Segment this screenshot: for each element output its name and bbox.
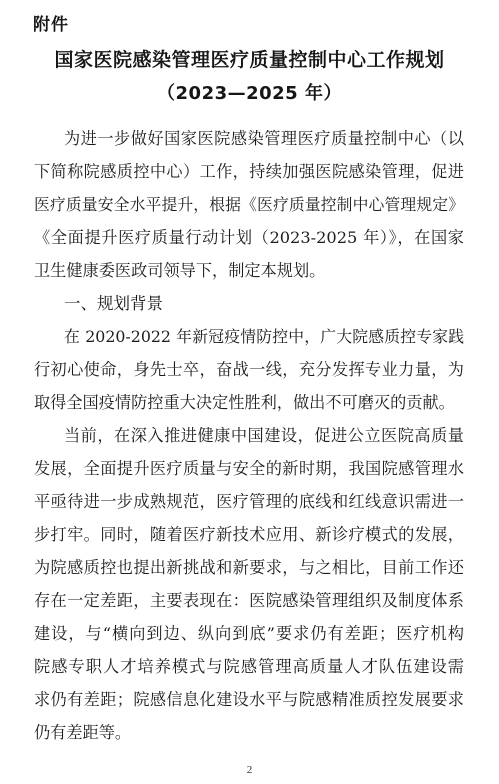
paragraph-line: 下简称院感质控中心）工作，持续加强医院感染管理，促进 (34, 162, 464, 181)
attachment-label: 附件 (33, 15, 69, 35)
paragraph-line: 平亟待进一步成熟规范，医疗管理的底线和红线意识需进一 (34, 492, 464, 511)
paragraph-line: 求仍有差距；院感信息化建设水平与院感精准质控发展要求 (34, 690, 464, 709)
paragraph-line: 建设，与“横向到边、纵向到底”要求仍有差距；医疗机构 (34, 624, 464, 643)
paragraph-line: 仍有差距等。 (34, 723, 132, 742)
section-heading: 一、规划背景 (64, 294, 163, 313)
paragraph-line: 发展，全面提升医疗质量与安全的新时期，我国院感管理水 (34, 459, 464, 478)
paragraph-line: 在 2020-2022 年新冠疫情防控中，广大院感质控专家践 (64, 327, 464, 346)
paragraph-line: 医疗质量安全水平提升，根据《医疗质量控制中心管理规定》 (34, 195, 464, 214)
paragraph-line: 当前，在深入推进健康中国建设，促进公立医院高质量 (64, 426, 464, 445)
paragraph-line: 院感专职人才培养模式与院感管理高质量人才队伍建设需 (34, 657, 464, 676)
paragraph-line: 步打牢。同时，随着医疗新技术应用、新诊疗模式的发展， (34, 525, 464, 544)
document-title: 国家医院感染管理医疗质量控制中心工作规划 (54, 49, 445, 71)
paragraph-line: 为院感质控也提出新挑战和新要求，与之相比，目前工作还 (34, 558, 464, 577)
paragraph-line: 行初心使命，身先士卒，奋战一线，充分发挥专业力量，为 (34, 360, 464, 379)
paragraph-line: 卫生健康委医政司领导下，制定本规划。 (34, 261, 326, 280)
paragraph-line: 《全面提升医疗质量行动计划（2023-2025 年）》，在国家 (34, 228, 464, 247)
document-subtitle: （2023—2025 年） (157, 83, 342, 104)
paragraph-line: 取得全国疫情防控重大决定性胜利，做出不可磨灭的贡献。 (34, 393, 455, 412)
paragraph-line: 存在一定差距，主要表现在：医院感染管理组织及制度体系 (34, 591, 464, 610)
paragraph-line: 为进一步做好国家医院感染管理医疗质量控制中心（以 (64, 129, 464, 148)
page-number: 2 (246, 764, 253, 776)
